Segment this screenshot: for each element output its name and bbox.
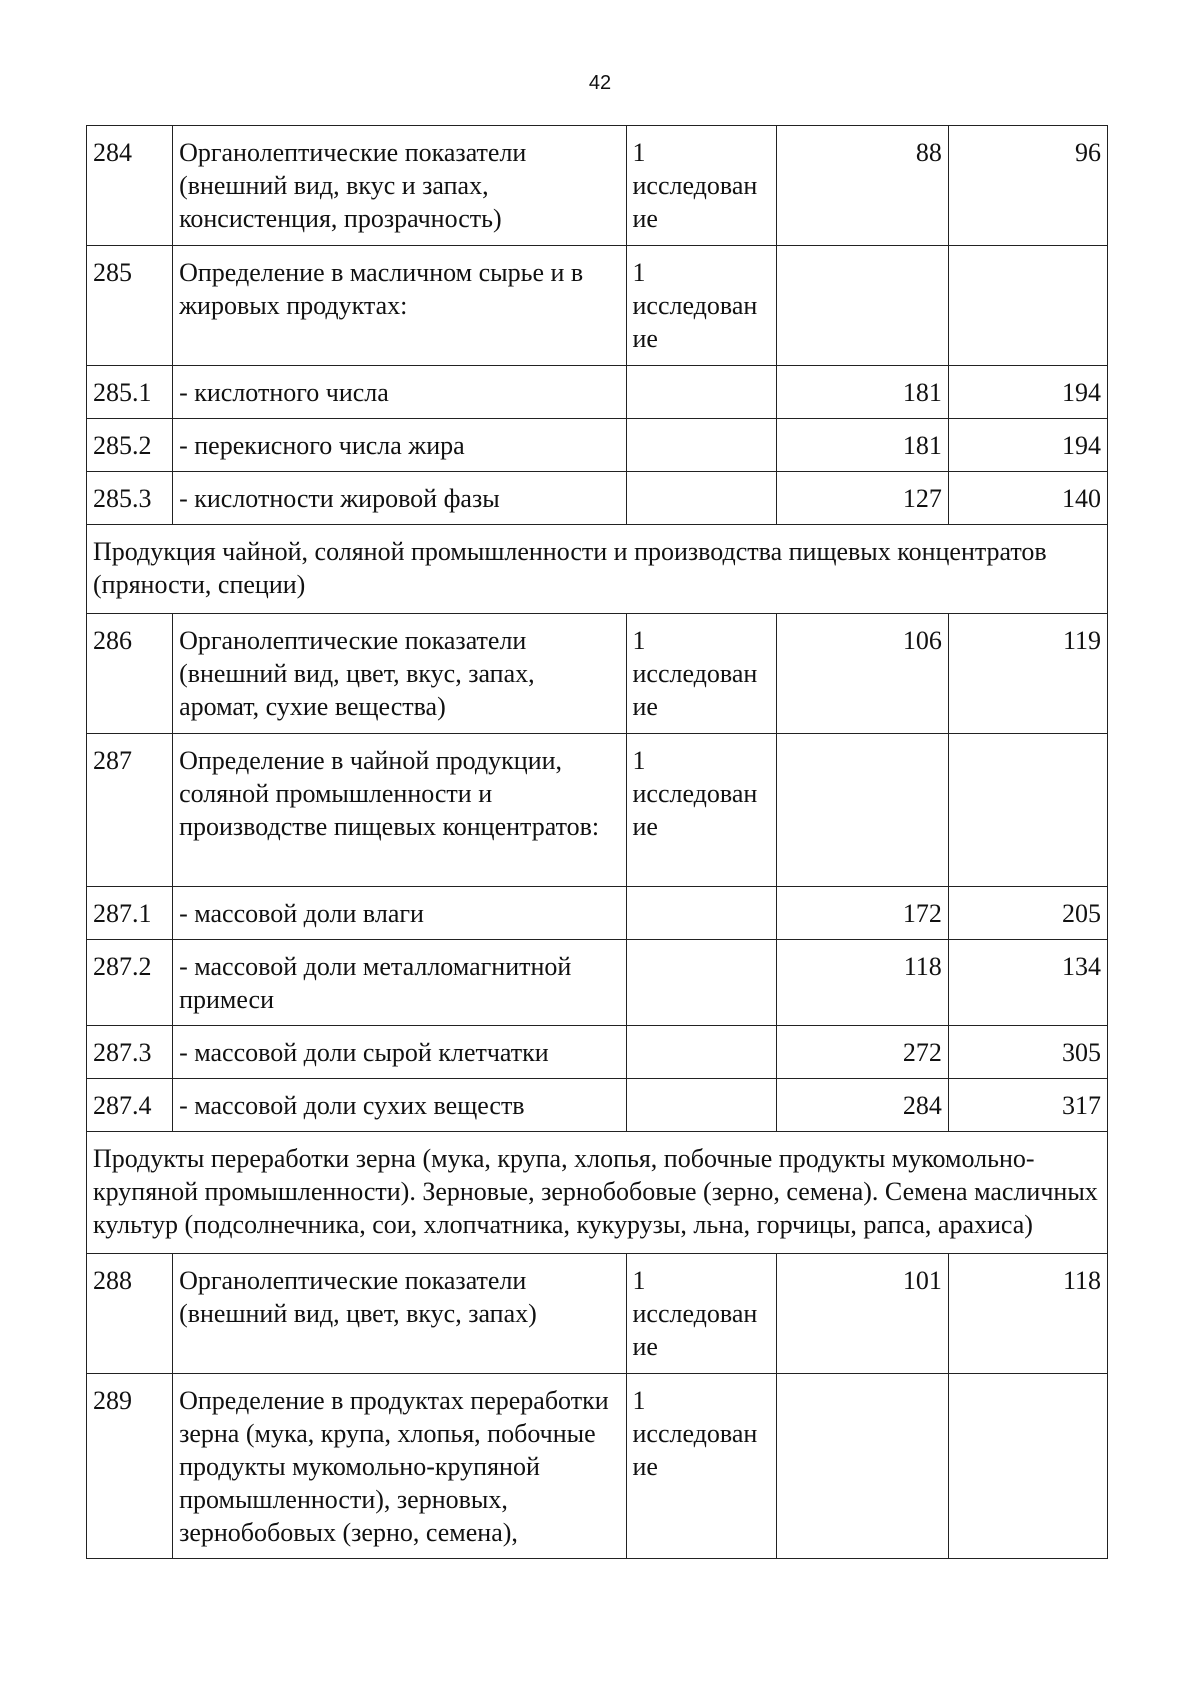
item-code: 285.3 (87, 472, 173, 525)
page-number: 42 (588, 72, 612, 94)
item-price-1: 284 (776, 1079, 948, 1132)
item-code: 286 (87, 614, 173, 734)
price-table (86, 125, 1108, 1559)
section-row (87, 1132, 1108, 1254)
item-price-1: 106 (776, 614, 948, 734)
item-price-2 (948, 246, 1107, 366)
item-name: - кислотности жировой фазы (173, 472, 626, 525)
item-code: 285.1 (87, 366, 173, 419)
item-unit: 1 исследован ие (626, 734, 776, 887)
table-row (87, 1254, 1108, 1374)
table-row (87, 419, 1108, 472)
table-row (87, 1026, 1108, 1079)
table-row (87, 940, 1108, 1026)
item-price-2: 96 (948, 126, 1107, 246)
item-price-1: 118 (776, 940, 948, 1026)
item-code: 287.2 (87, 940, 173, 1026)
item-price-2: 194 (948, 419, 1107, 472)
item-unit (626, 472, 776, 525)
item-name: Определение в чайной продукции, соляной промышленности и производстве пищевых концентратов: (173, 734, 626, 887)
item-unit (626, 1079, 776, 1132)
item-name: Органолептические показатели (внешний вид, цвет, вкус, запах) (173, 1254, 626, 1374)
item-code: 287 (87, 734, 173, 887)
item-code: 285 (87, 246, 173, 366)
item-code: 288 (87, 1254, 173, 1374)
table-row (87, 472, 1108, 525)
table-row (87, 734, 1108, 887)
item-unit: 1 исследован ие (626, 1254, 776, 1374)
section-heading: Продукция чайной, соляной промышленности и производства пищевых концентратов (пряности, специи) (87, 525, 1108, 614)
item-price-1 (776, 734, 948, 887)
item-price-2: 140 (948, 472, 1107, 525)
item-unit: 1 исследован ие (626, 1374, 776, 1559)
item-code: 287.4 (87, 1079, 173, 1132)
item-unit (626, 887, 776, 940)
item-price-2: 317 (948, 1079, 1107, 1132)
item-unit: 1 исследован ие (626, 126, 776, 246)
item-name: Определение в масличном сырье и в жировых продуктах: (173, 246, 626, 366)
item-price-2: 118 (948, 1254, 1107, 1374)
section-heading: Продукты переработки зерна (мука, крупа, хлопья, побочные продукты мукомольно-крупяной промышленности). Зерновые, зернобобовые (зерно, семена). Семена масличных культур (подсолнечника, сои, хлопчатника, кукурузы, льна, горчицы, рапса, арахиса) (87, 1132, 1108, 1254)
item-price-2 (948, 734, 1107, 887)
table-row (87, 887, 1108, 940)
item-price-2 (948, 1374, 1107, 1559)
item-name: - массовой доли сырой клетчатки (173, 1026, 626, 1079)
item-price-1: 101 (776, 1254, 948, 1374)
item-price-2: 119 (948, 614, 1107, 734)
table-row (87, 614, 1108, 734)
item-price-1: 127 (776, 472, 948, 525)
item-name: Органолептические показатели (внешний вид, вкус и запах, консистенция, прозрачность) (173, 126, 626, 246)
item-price-1 (776, 246, 948, 366)
item-unit (626, 1026, 776, 1079)
item-code: 285.2 (87, 419, 173, 472)
item-price-1: 172 (776, 887, 948, 940)
item-price-1: 181 (776, 366, 948, 419)
item-unit (626, 366, 776, 419)
table-row (87, 126, 1108, 246)
table-row (87, 1374, 1108, 1559)
item-price-1: 272 (776, 1026, 948, 1079)
item-name: - кислотного числа (173, 366, 626, 419)
item-price-2: 134 (948, 940, 1107, 1026)
item-name: - массовой доли влаги (173, 887, 626, 940)
item-code: 289 (87, 1374, 173, 1559)
item-unit (626, 419, 776, 472)
item-price-2: 205 (948, 887, 1107, 940)
table-row (87, 366, 1108, 419)
item-name: Определение в продуктах переработки зерна (мука, крупа, хлопья, побочные продукты мукомольно-крупяной промышленности), зерновых, зернобобовых (зерно, семена), (173, 1374, 626, 1559)
table-row (87, 1079, 1108, 1132)
item-unit (626, 940, 776, 1026)
item-code: 284 (87, 126, 173, 246)
item-name: - перекисного числа жира (173, 419, 626, 472)
item-name: Органолептические показатели (внешний вид, цвет, вкус, запах, аромат, сухие вещества) (173, 614, 626, 734)
item-price-1: 181 (776, 419, 948, 472)
item-code: 287.3 (87, 1026, 173, 1079)
item-name: - массовой доли металломагнитной примеси (173, 940, 626, 1026)
section-row (87, 525, 1108, 614)
item-code: 287.1 (87, 887, 173, 940)
item-price-1 (776, 1374, 948, 1559)
table-row (87, 246, 1108, 366)
item-price-2: 194 (948, 366, 1107, 419)
item-unit: 1 исследован ие (626, 246, 776, 366)
item-name: - массовой доли сухих веществ (173, 1079, 626, 1132)
item-price-2: 305 (948, 1026, 1107, 1079)
item-price-1: 88 (776, 126, 948, 246)
item-unit: 1 исследован ие (626, 614, 776, 734)
